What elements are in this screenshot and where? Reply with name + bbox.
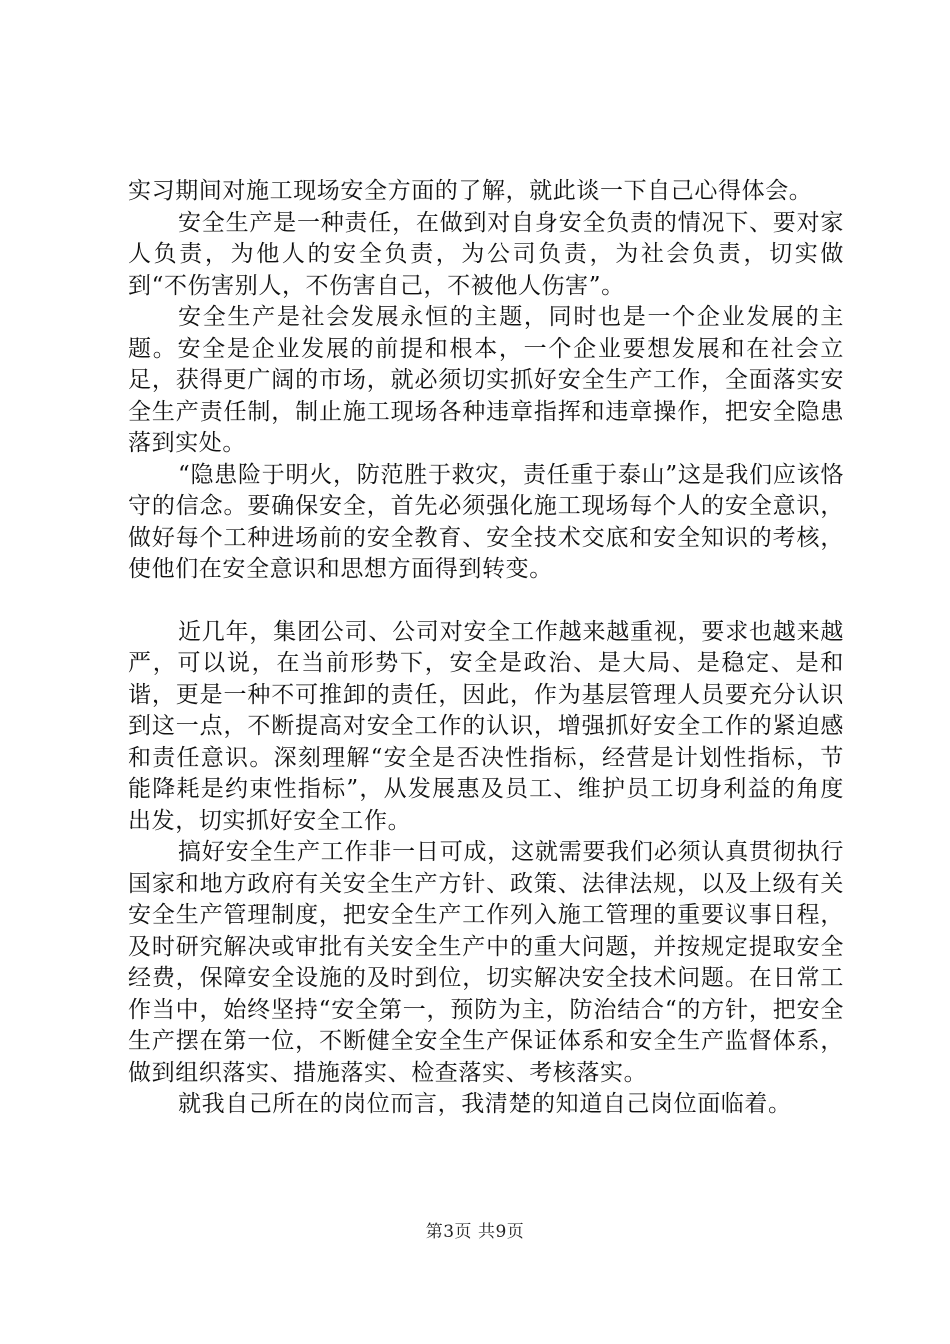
page-number-footer: 第3页 共9页 xyxy=(425,1222,525,1242)
paragraph-3: 安全生产是社会发展永恒的主题，同时也是一个企业发展的主题。安全是企业发展的前提和根本，一个企业要想发展和在社会立足，获得更广阔的市场，就必须切实抓好安全生产工作，全面落实安全生产责任制，制止施工现场各种违章指挥和违章操作，把安全隐患落到实处。 xyxy=(128,304,844,456)
paragraph-1: 实习期间对施工现场安全方面的了解，就此谈一下自己心得体会。 xyxy=(128,178,813,204)
paragraph-2: 安全生产是一种责任，在做到对自身安全负责的情况下、要对家人负责，为他人的安全负责，为公司负责，为社会负责，切实做到“不伤害别人，不伤害自己，不被他人伤害”。 xyxy=(128,209,844,299)
paragraph-7: 就我自己所在的岗位而言，我清楚的知道自己岗位面临着。 xyxy=(178,1091,792,1117)
paragraph-6: 搞好安全生产工作非一日可成，这就需要我们必须认真贯彻执行国家和地方政府有关安全生产方针、政策、法律法规，以及上级有关安全生产管理制度，把安全生产工作列入施工管理的重要议事日程，及时研究解决或审批有关安全生产中的重大问题，并按规定提取安全经费，保障安全设施的及时到位，切实解决安全技术问题。在日常工作当中，始终坚持“安全第一，预防为主，防治结合“的方针，把安全生产摆在第一位，不断健全安全生产保证体系和安全生产监督体系，做到组织落实、措施落实、检查落实、考核落实。 xyxy=(128,839,844,1086)
paragraph-4: “隐患险于明火，防范胜于救灾，责任重于泰山”这是我们应该恪守的信念。要确保安全，首先必须强化施工现场每个人的安全意识，做好每个工种进场前的安全教育、安全技术交底和安全知识的考核，使他们在安全意识和思想方面得到转变。 xyxy=(128,461,844,582)
paragraph-5: 近几年，集团公司、公司对安全工作越来越重视，要求也越来越严，可以说，在当前形势下，安全是政治、是大局、是稳定、是和谐，更是一种不可推卸的责任，因此，作为基层管理人员要充分认识到这一点，不断提高对安全工作的认识，增强抓好安全工作的紧迫感和责任意识。深刻理解“安全是否决性指标，经营是计划性指标，节能降耗是约束性指标”，从发展惠及员工、维护员工切身利益的角度出发，切实抓好安全工作。 xyxy=(128,618,844,834)
document-body xyxy=(128,176,844,1121)
